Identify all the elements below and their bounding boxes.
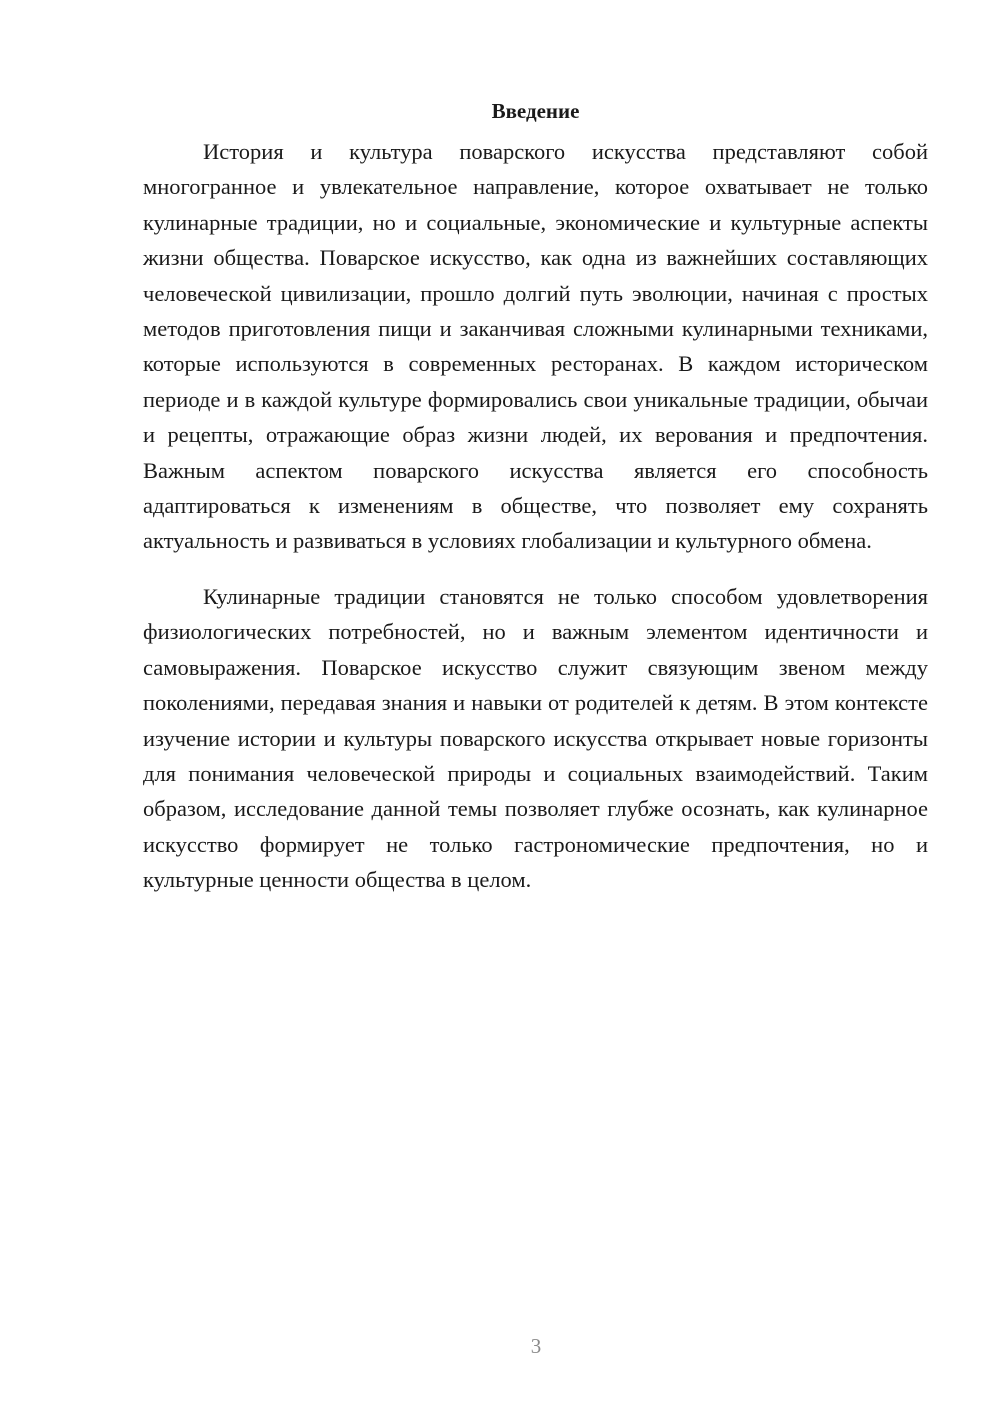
page-number: 3 (530, 1334, 542, 1358)
section-heading: Введение (491, 99, 580, 123)
page-content (143, 98, 928, 898)
body-paragraph-2: Кулинарные традиции становятся не только способом удовлетворения физиологических потребностей, но и важным элементом идентичности и самовыражения. Поварское искусство служит связующим звеном между поколениями, передавая знания и навыки от родителей к детям. В этом контексте изучение истории и культуры поварского искусства открывает новые горизонты для понимания человеческой природы и социальных взаимодействий. Таким образом, исследование данной темы позволяет глубже осознать, как кулинарное искусство формирует не только гастрономические предпочтения, но и культурные ценности общества в целом. (143, 583, 928, 893)
body-paragraph-1: История и культура поварского искусства представляют собой многогранное и увлекательное направление, которое охватывает не только кулинарные традиции, но и социальные, экономические и культурные аспекты жизни общества. Поварское искусство, как одна из важнейших составляющих человеческой цивилизации, прошло долгий путь эволюции, начиная с простых методов приготовления пищи и заканчивая сложными кулинарными техниками, которые используются в современных ресторанах. В каждом историческом периоде и в каждой культуре формировались свои уникальные традиции, обычаи и рецепты, отражающие образ жизни людей, их верования и предпочтения. Важным аспектом поварского искусства является его способность адаптироваться к изменениям в обществе, что позволяет ему сохранять актуальность и развиваться в условиях глобализации и культурного обмена. (143, 139, 928, 554)
